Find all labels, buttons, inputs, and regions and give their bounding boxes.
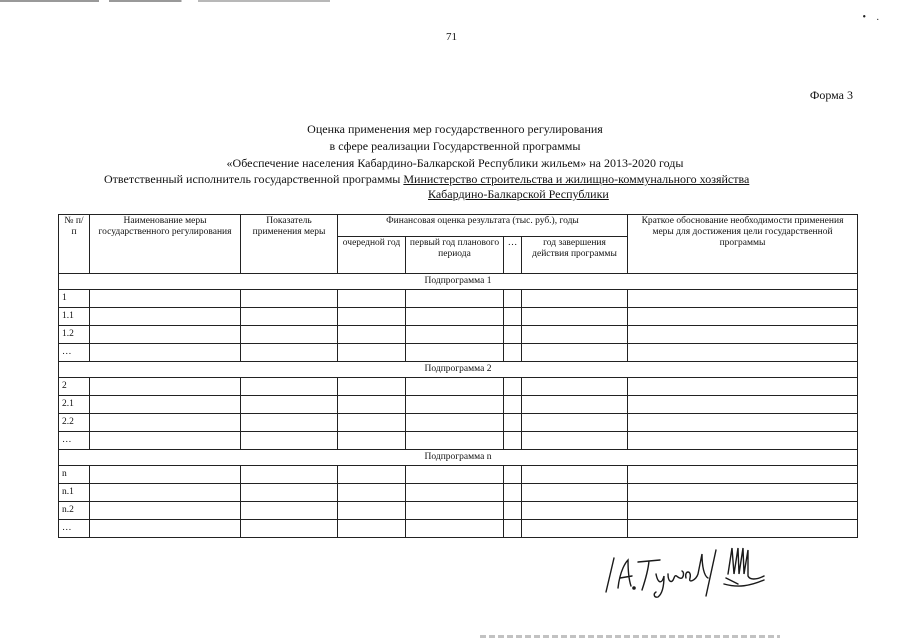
- empty-cell: [406, 502, 504, 520]
- row-number: n.1: [59, 484, 90, 502]
- empty-cell: [522, 308, 628, 326]
- empty-cell: [522, 344, 628, 362]
- empty-cell: [628, 432, 858, 450]
- measures-table: [58, 214, 858, 538]
- empty-cell: [628, 344, 858, 362]
- empty-cell: [504, 378, 522, 396]
- table-row: [59, 466, 858, 484]
- header-num: № п/п: [59, 215, 90, 274]
- section-title: Подпрограмма n: [59, 450, 858, 466]
- table-row: [59, 432, 858, 450]
- empty-cell: [504, 466, 522, 484]
- empty-cell: [338, 308, 406, 326]
- empty-cell: [338, 502, 406, 520]
- empty-cell: [90, 520, 241, 538]
- row-number: 2: [59, 378, 90, 396]
- row-number: 2.1: [59, 396, 90, 414]
- row-number: n.2: [59, 502, 90, 520]
- empty-cell: [504, 484, 522, 502]
- ministry-name-line-2: Кабардино-Балкарской Республики: [428, 187, 609, 201]
- empty-cell: [338, 414, 406, 432]
- section-row: [59, 450, 858, 466]
- row-number: 1.2: [59, 326, 90, 344]
- table-row: [59, 502, 858, 520]
- header-indicator: Показатель применения меры: [241, 215, 338, 274]
- header-measure-name: Наименование меры государственного регулирования: [90, 215, 241, 274]
- title-line-1: Оценка применения мер государственного регулирования: [307, 122, 603, 136]
- empty-cell: [628, 520, 858, 538]
- table-row: [59, 378, 858, 396]
- table-row: [59, 290, 858, 308]
- header-first-plan-year: первый год планового периода: [406, 237, 504, 274]
- empty-cell: [241, 396, 338, 414]
- responsible-executor: [104, 172, 749, 187]
- table-row: [59, 396, 858, 414]
- empty-cell: [90, 326, 241, 344]
- responsible-prefix: Ответственный исполнитель государственной программы: [104, 172, 401, 186]
- row-number: n: [59, 466, 90, 484]
- empty-cell: [406, 290, 504, 308]
- table-row: [59, 414, 858, 432]
- empty-cell: [504, 414, 522, 432]
- corner-marks: • .: [862, 12, 883, 23]
- empty-cell: [241, 308, 338, 326]
- empty-cell: [338, 378, 406, 396]
- document-title: [40, 121, 870, 172]
- ministry-name-line-1: Министерство строительства и жилищно-коммунального хозяйства: [403, 172, 750, 186]
- empty-cell: [406, 520, 504, 538]
- empty-cell: [90, 466, 241, 484]
- scan-artifact-top: [0, 0, 330, 2]
- section-row: [59, 362, 858, 378]
- header-ellipsis: …: [504, 237, 522, 274]
- page-number: 71: [446, 31, 457, 43]
- empty-cell: [628, 378, 858, 396]
- handwritten-signature: [598, 540, 798, 600]
- empty-cell: [90, 290, 241, 308]
- empty-cell: [522, 484, 628, 502]
- table-row: [59, 308, 858, 326]
- empty-cell: [522, 502, 628, 520]
- empty-cell: [628, 502, 858, 520]
- scan-artifact-bottom: [480, 635, 780, 638]
- empty-cell: [338, 432, 406, 450]
- empty-cell: [241, 466, 338, 484]
- empty-cell: [628, 484, 858, 502]
- header-current-year: очередной год: [338, 237, 406, 274]
- header-justification: Краткое обоснование необходимости применения меры для достижения цели государственной программы: [628, 215, 858, 274]
- row-number: …: [59, 432, 90, 450]
- empty-cell: [522, 396, 628, 414]
- empty-cell: [406, 466, 504, 484]
- table-body: [59, 274, 858, 538]
- empty-cell: [338, 290, 406, 308]
- empty-cell: [522, 326, 628, 344]
- row-number: 1.1: [59, 308, 90, 326]
- empty-cell: [241, 378, 338, 396]
- empty-cell: [406, 432, 504, 450]
- empty-cell: [338, 466, 406, 484]
- empty-cell: [504, 502, 522, 520]
- empty-cell: [504, 290, 522, 308]
- title-line-2: в сфере реализации Государственной программы: [329, 139, 581, 153]
- empty-cell: [241, 414, 338, 432]
- empty-cell: [90, 432, 241, 450]
- empty-cell: [406, 308, 504, 326]
- row-number: 2.2: [59, 414, 90, 432]
- header-financial-assessment: Финансовая оценка результата (тыс. руб.), годы: [338, 215, 628, 237]
- empty-cell: [628, 326, 858, 344]
- row-number: …: [59, 520, 90, 538]
- empty-cell: [522, 466, 628, 484]
- table-row: [59, 520, 858, 538]
- empty-cell: [522, 414, 628, 432]
- empty-cell: [90, 502, 241, 520]
- empty-cell: [628, 290, 858, 308]
- empty-cell: [406, 344, 504, 362]
- section-row: [59, 274, 858, 290]
- empty-cell: [406, 414, 504, 432]
- empty-cell: [406, 484, 504, 502]
- table-row: [59, 326, 858, 344]
- form-label: Форма 3: [809, 88, 853, 102]
- empty-cell: [90, 396, 241, 414]
- empty-cell: [241, 502, 338, 520]
- empty-cell: [504, 344, 522, 362]
- empty-cell: [338, 344, 406, 362]
- section-title: Подпрограмма 1: [59, 274, 858, 290]
- empty-cell: [504, 326, 522, 344]
- empty-cell: [241, 432, 338, 450]
- section-title: Подпрограмма 2: [59, 362, 858, 378]
- empty-cell: [90, 414, 241, 432]
- empty-cell: [522, 378, 628, 396]
- empty-cell: [90, 344, 241, 362]
- empty-cell: [628, 396, 858, 414]
- empty-cell: [338, 326, 406, 344]
- empty-cell: [406, 378, 504, 396]
- row-number: …: [59, 344, 90, 362]
- empty-cell: [241, 520, 338, 538]
- empty-cell: [628, 414, 858, 432]
- empty-cell: [522, 290, 628, 308]
- row-number: 1: [59, 290, 90, 308]
- empty-cell: [504, 432, 522, 450]
- empty-cell: [504, 308, 522, 326]
- empty-cell: [522, 520, 628, 538]
- empty-cell: [338, 520, 406, 538]
- empty-cell: [241, 484, 338, 502]
- empty-cell: [406, 396, 504, 414]
- empty-cell: [90, 308, 241, 326]
- empty-cell: [522, 432, 628, 450]
- empty-cell: [241, 290, 338, 308]
- empty-cell: [504, 520, 522, 538]
- empty-cell: [628, 466, 858, 484]
- empty-cell: [241, 326, 338, 344]
- header-completion-year: год завершения действия программы: [522, 237, 628, 274]
- title-line-3: «Обеспечение населения Кабардино-Балкарской Республики жильем» на 2013-2020 годы: [226, 156, 684, 170]
- empty-cell: [504, 396, 522, 414]
- table-row: [59, 484, 858, 502]
- empty-cell: [90, 484, 241, 502]
- empty-cell: [90, 378, 241, 396]
- empty-cell: [338, 396, 406, 414]
- empty-cell: [338, 484, 406, 502]
- table-row: [59, 344, 858, 362]
- empty-cell: [406, 326, 504, 344]
- empty-cell: [241, 344, 338, 362]
- empty-cell: [628, 308, 858, 326]
